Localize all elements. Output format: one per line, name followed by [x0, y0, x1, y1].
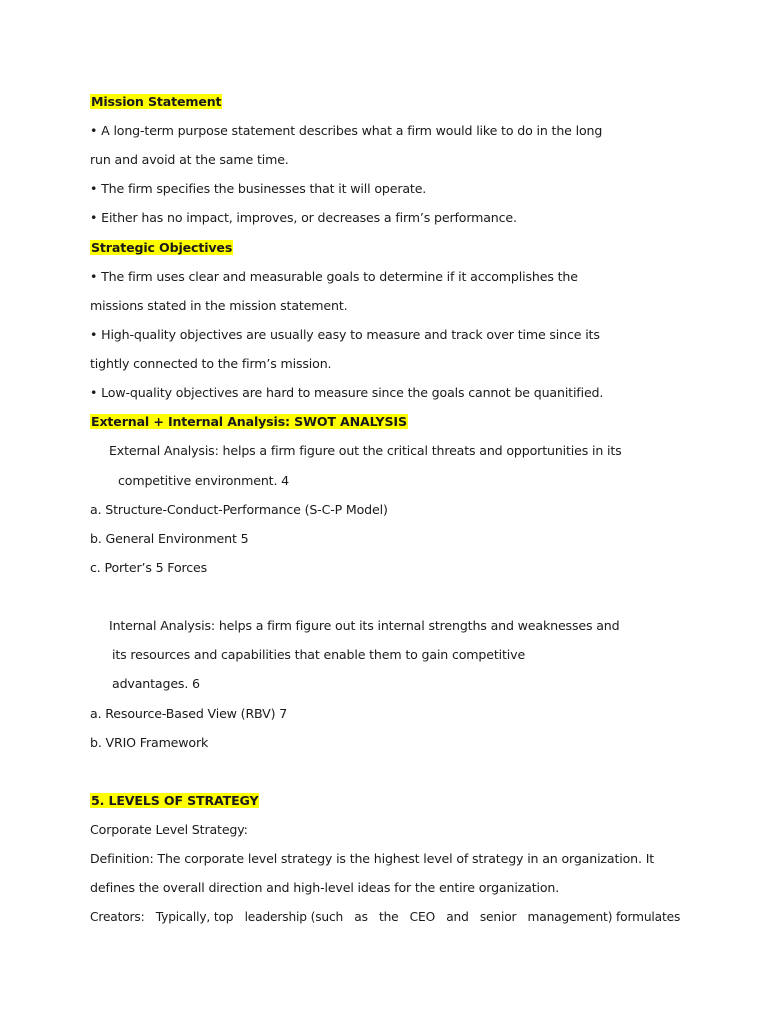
highlighted-heading: External + Internal Analysis: SWOT ANALYSIS: [91, 414, 407, 429]
paragraph-line: External Analysis: helps a firm figure out the critical threats and opportunities in its: [109, 443, 622, 458]
list-item: b. General Environment 5: [90, 531, 249, 546]
paragraph-line: Internal Analysis: helps a firm figure out its internal strengths and weaknesses and: [109, 618, 620, 633]
paragraph-line: tightly connected to the firm’s mission.: [90, 356, 332, 371]
paragraph-line: missions stated in the mission statement.: [90, 298, 348, 313]
paragraph-line: its resources and capabilities that enable them to gain competitive: [112, 647, 526, 662]
paragraph-line: competitive environment. 4: [118, 473, 290, 488]
list-item: a. Resource-Based View (RBV) 7: [90, 706, 288, 721]
list-item: c. Porter’s 5 Forces: [90, 560, 208, 575]
paragraph-line: defines the overall direction and high-level ideas for the entire organization.: [90, 880, 560, 895]
paragraph-line: • Either has no impact, improves, or decreases a firm’s performance.: [90, 210, 517, 225]
paragraph-line: Definition: The corporate level strategy is the highest level of strategy in an organization. It: [90, 851, 655, 866]
heading-swot-analysis: [90, 413, 408, 431]
highlighted-heading: Mission Statement: [91, 94, 222, 109]
paragraph-line: • Low-quality objectives are hard to measure since the goals cannot be quanitified.: [90, 385, 604, 400]
paragraph-line: run and avoid at the same time.: [90, 152, 289, 167]
paragraph-line: • The firm uses clear and measurable goals to determine if it accomplishes the: [90, 269, 578, 284]
paragraph-line: Creators: Typically, top leadership (such as the CEO and senior management) formulates: [90, 910, 681, 924]
paragraph-line: Corporate Level Strategy:: [90, 822, 248, 837]
paragraph-line: • A long-term purpose statement describes what a firm would like to do in the long: [90, 123, 603, 138]
heading-levels-of-strategy: [90, 792, 259, 810]
paragraph-line: • The firm specifies the businesses that it will operate.: [90, 181, 427, 196]
highlighted-heading: Strategic Objectives: [91, 240, 233, 255]
list-item: b. VRIO Framework: [90, 735, 209, 750]
highlighted-heading: 5. LEVELS OF STRATEGY: [91, 793, 259, 808]
heading-mission-statement: [90, 93, 222, 111]
heading-strategic-objectives: [90, 239, 233, 257]
list-item: a. Structure-Conduct-Performance (S-C-P Model): [90, 502, 388, 517]
paragraph-line: • High-quality objectives are usually easy to measure and track over time since its: [90, 327, 600, 342]
paragraph-line: advantages. 6: [112, 676, 200, 691]
